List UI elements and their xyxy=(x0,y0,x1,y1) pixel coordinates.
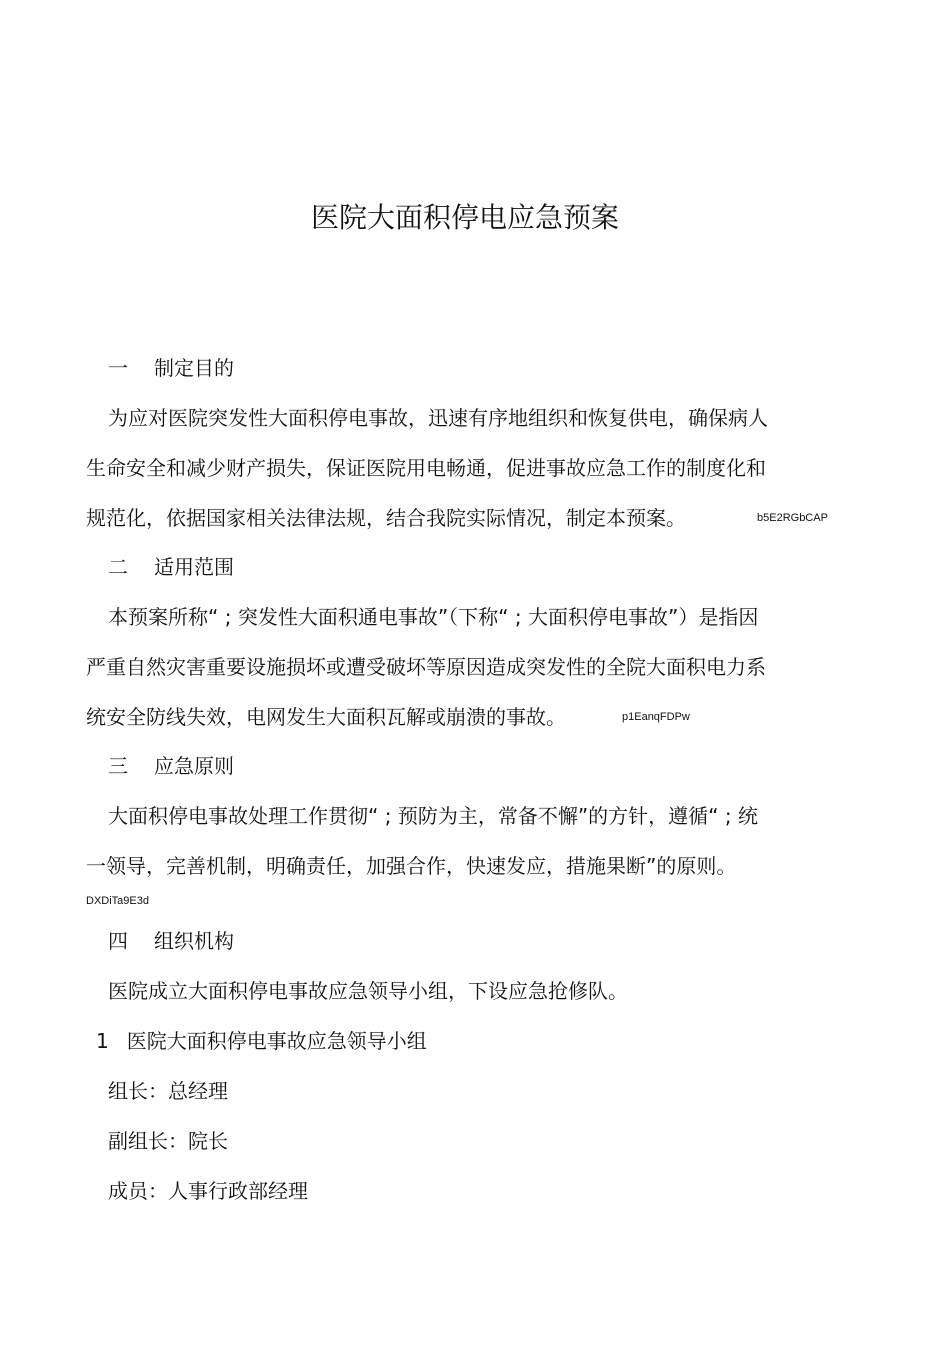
paragraph-line: 生命安全和减少财产损失，保证医院用电畅通，促进事故应急工作的制度化和 xyxy=(86,456,766,480)
section-heading-text: 制定目的 xyxy=(154,356,234,380)
section-number: 二 xyxy=(108,555,128,579)
section-heading-1 xyxy=(108,354,234,382)
section-heading-text: 应急原则 xyxy=(154,754,234,778)
subsection-number: 1 xyxy=(96,1029,109,1053)
member-line-members: 成员：人事行政部经理 xyxy=(108,1179,308,1203)
section-heading-2 xyxy=(108,553,234,581)
paragraph-line: 大面积停电事故处理工作贯彻“ ; 预防为主，常备不懈”的方针，遵循“ ; 统 xyxy=(108,804,758,828)
subsection-heading-text: 医院大面积停电事故应急领导小组 xyxy=(126,1029,427,1053)
paragraph-line: 一领导，完善机制，明确责任，加强合作，快速发应，措施果断”的原则。 xyxy=(86,854,737,878)
paragraph-line: 为应对医院突发性大面积停电事故，迅速有序地组织和恢复供电，确保病人 xyxy=(108,406,768,430)
section-number: 三 xyxy=(108,754,128,778)
member-line-leader: 组长：总经理 xyxy=(108,1079,228,1103)
section-number: 一 xyxy=(108,356,128,380)
paragraph-line: 医院成立大面积停电事故应急领导小组，下设应急抢修队。 xyxy=(108,979,628,1003)
section-heading-4 xyxy=(108,927,234,955)
subsection-heading-1 xyxy=(96,1027,427,1055)
section-heading-text: 组织机构 xyxy=(154,929,234,953)
watermark-code: b5E2RGbCAP xyxy=(757,512,828,524)
watermark-code: DXDiTa9E3d xyxy=(86,895,149,907)
watermark-code: p1EanqFDPw xyxy=(622,711,690,723)
document-title: 医院大面积停电应急预案 xyxy=(310,201,619,234)
section-heading-text: 适用范围 xyxy=(154,555,234,579)
paragraph-line: 本预案所称“ ; 突发性大面积通电事故”（下称“ ; 大面积停电事故”）是指因 xyxy=(108,605,759,629)
section-number: 四 xyxy=(108,929,128,953)
paragraph-line: 严重自然灾害重要设施损坏或遭受破坏等原因造成突发性的全院大面积电力系 xyxy=(86,655,766,679)
paragraph-line: 统安全防线失效，电网发生大面积瓦解或崩溃的事故。 xyxy=(86,705,566,729)
member-line-deputy: 副组长：院长 xyxy=(108,1129,228,1153)
paragraph-line: 规范化，依据国家相关法律法规，结合我院实际情况，制定本预案。 xyxy=(86,506,686,530)
section-heading-3 xyxy=(108,752,234,780)
